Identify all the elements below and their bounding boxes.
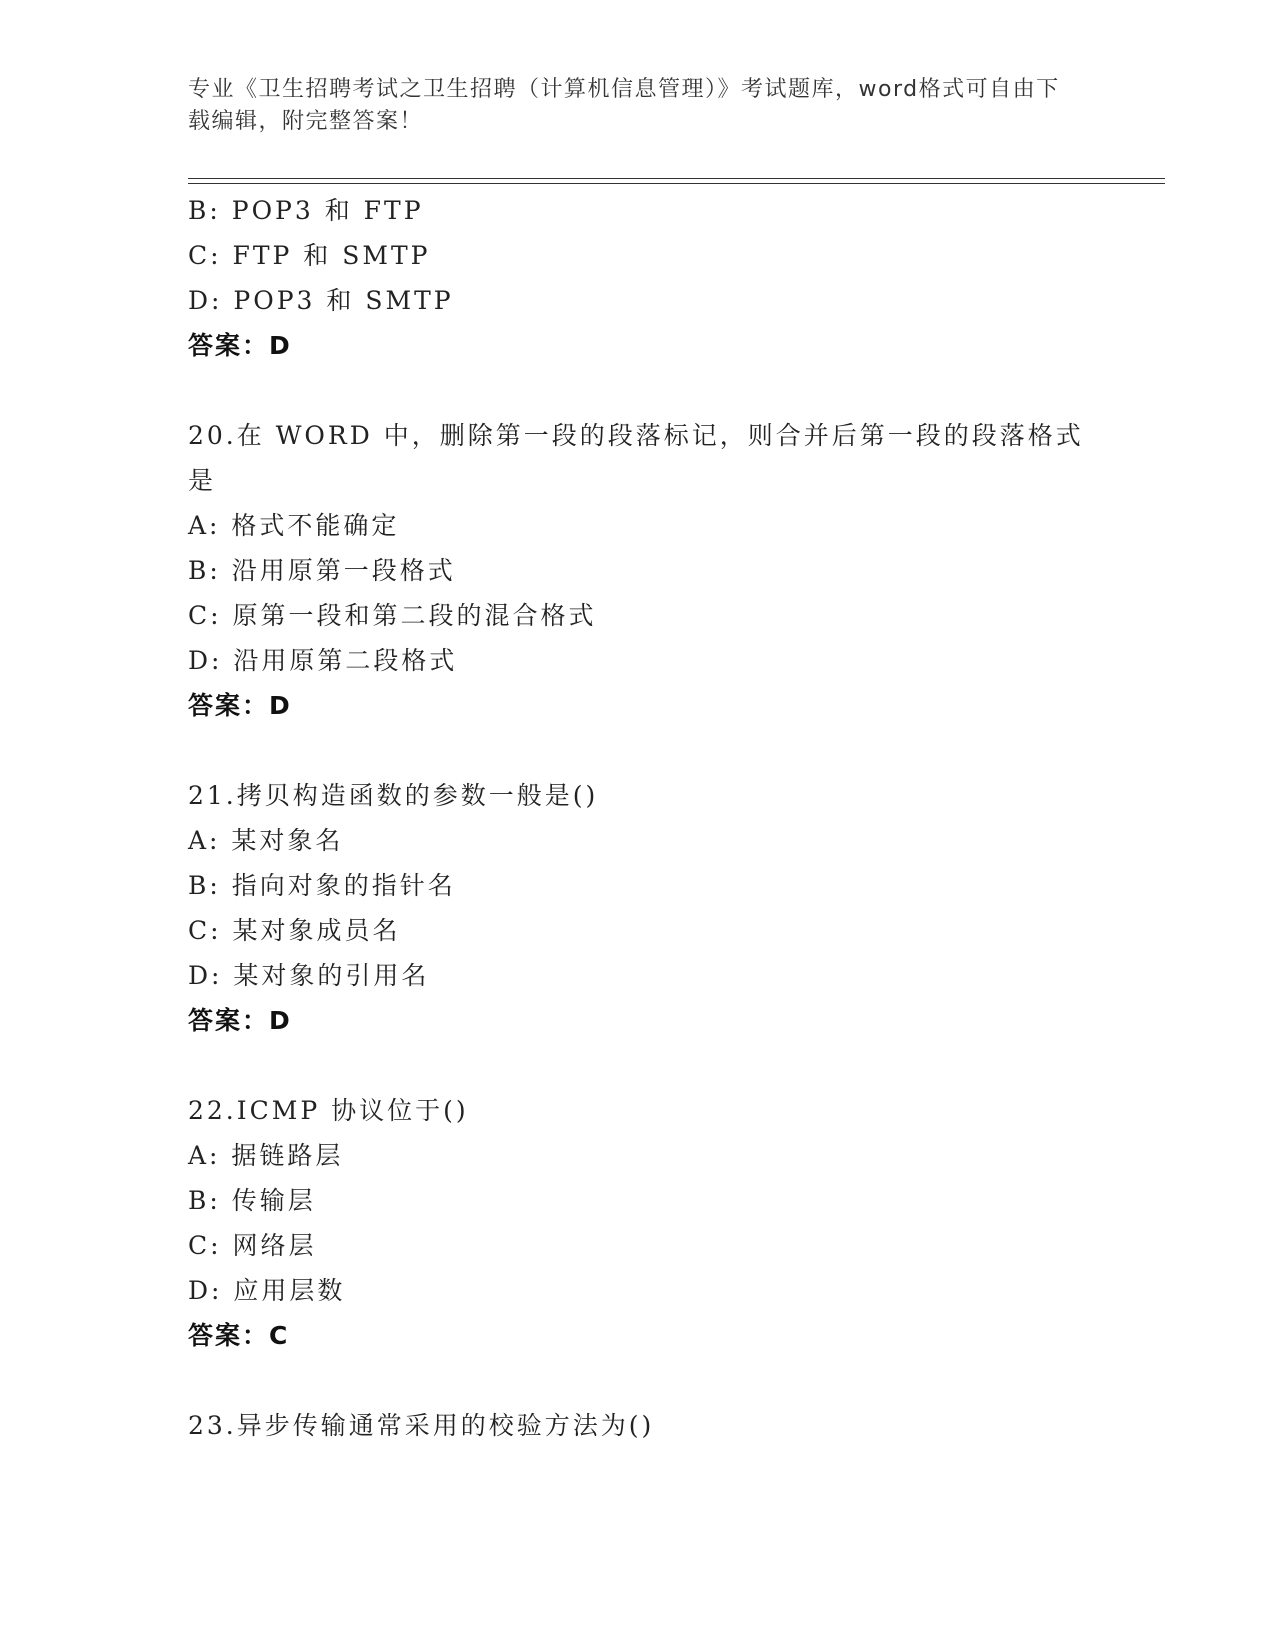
q20-option-c: C: 原第一段和第二段的混合格式 bbox=[188, 601, 597, 630]
q19-option-c: C: FTP 和 SMTP bbox=[188, 241, 431, 270]
q20-question-line2: 是 bbox=[188, 466, 217, 495]
q20-option-b: B: 沿用原第一段格式 bbox=[188, 556, 456, 585]
q20-option-d: D: 沿用原第二段格式 bbox=[188, 646, 458, 675]
q23-question: 23.异步传输通常采用的校验方法为() bbox=[188, 1411, 655, 1440]
q20-option-a: A: 格式不能确定 bbox=[188, 511, 400, 540]
q22-answer: 答案：C bbox=[188, 1321, 290, 1350]
q22-option-a: A: 据链路层 bbox=[188, 1141, 344, 1170]
q20-question-line1: 20.在 WORD 中，删除第一段的段落标记，则合并后第一段的段落格式 bbox=[188, 421, 1084, 450]
header-divider-top bbox=[188, 178, 1165, 179]
q20-answer: 答案：D bbox=[188, 691, 292, 720]
q19-option-d: D: POP3 和 SMTP bbox=[188, 286, 454, 315]
q19-answer: 答案：D bbox=[188, 331, 292, 360]
q22-question: 22.ICMP 协议位于() bbox=[188, 1096, 469, 1125]
q21-option-b: B: 指向对象的指针名 bbox=[188, 871, 456, 900]
q22-option-c: C: 网络层 bbox=[188, 1231, 317, 1260]
q19-option-b: B: POP3 和 FTP bbox=[188, 196, 424, 225]
q21-question: 21.拷贝构造函数的参数一般是() bbox=[188, 781, 599, 810]
q21-option-a: A: 某对象名 bbox=[188, 826, 344, 855]
q21-option-c: C: 某对象成员名 bbox=[188, 916, 401, 945]
q21-answer: 答案：D bbox=[188, 1006, 292, 1035]
q22-option-b: B: 传输层 bbox=[188, 1186, 316, 1215]
q22-option-d: D: 应用层数 bbox=[188, 1276, 346, 1305]
header-divider-bottom bbox=[188, 183, 1165, 184]
document-header: 专业《卫生招聘考试之卫生招聘（计算机信息管理）》考试题库，word格式可自由下载编辑，附完整答案！ bbox=[188, 77, 1060, 134]
q21-option-d: D: 某对象的引用名 bbox=[188, 961, 430, 990]
